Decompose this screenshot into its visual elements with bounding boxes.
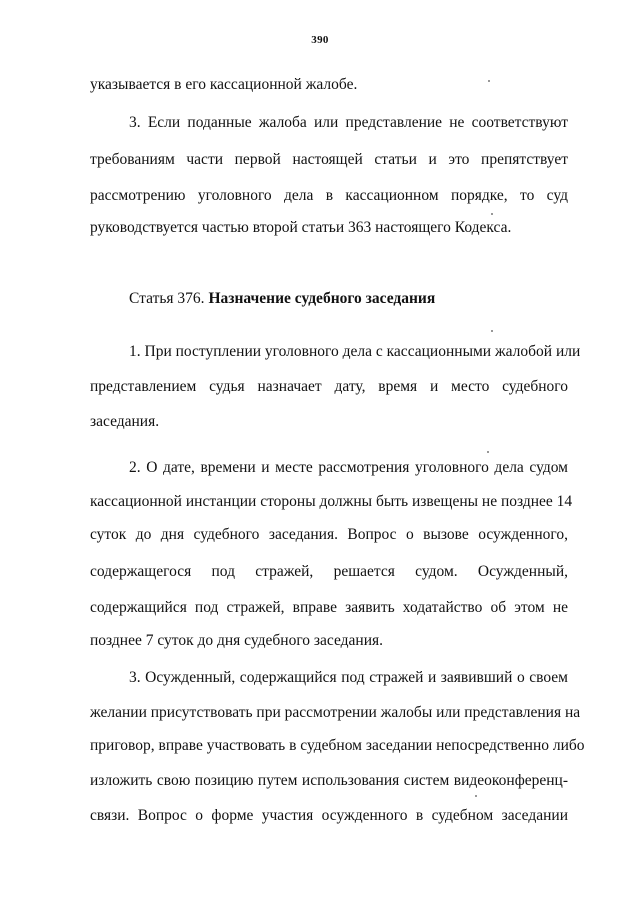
text-line: требованиям части первой настоящей статьи и это препятствует — [90, 151, 568, 168]
text-line: представлением судья назначает дату, время и место судебного — [90, 378, 568, 395]
text-line: руководствуется частью второй статьи 363 настоящего Кодекса. — [90, 219, 512, 236]
text-line: желании присутствовать при рассмотрении жалобы или представления на — [90, 704, 581, 721]
text-line: связи. Вопрос о форме участия осужденного в судебном заседании — [90, 807, 568, 824]
article-heading — [129, 289, 568, 309]
text-line: указывается в его кассационной жалобе. — [90, 76, 358, 93]
scan-speck — [488, 80, 490, 82]
text-line: приговор, вправе участвовать в судебном заседании непосредственно либо — [90, 737, 585, 754]
paragraph-3-line: 3. Если поданные жалоба или представление не соответствуют — [129, 114, 568, 131]
scan-speck — [491, 213, 493, 215]
text-line: заседания. — [90, 413, 160, 430]
text-line: изложить свою позицию путем использования систем видеоконференц- — [90, 772, 568, 789]
text-line: суток до дня судебного заседания. Вопрос о вызове осужденного, — [90, 526, 568, 543]
scan-speck — [475, 795, 477, 797]
text-line: позднее 7 суток до дня судебного заседания. — [90, 632, 384, 649]
paragraph-3b-line: 3. Осужденный, содержащийся под стражей и заявивший о своем — [129, 669, 568, 686]
text-line: содержащийся под стражей, вправе заявить ходатайство об этом не — [90, 599, 568, 616]
text-line: содержащегося под стражей, решается судом. Осужденный, — [90, 563, 568, 580]
text-line: рассмотрению уголовного дела в кассационном порядке, то суд — [90, 187, 568, 204]
paragraph-2-line: 2. О дате, времени и месте рассмотрения уголовного дела судом — [129, 459, 568, 476]
page-number: 390 — [311, 34, 329, 46]
article-number: Статья 376. — [129, 290, 209, 307]
text-line: кассационной инстанции стороны должны быть извещены не позднее 14 — [90, 493, 573, 510]
article-title: Назначение судебного заседания — [208, 290, 436, 307]
paragraph-1-line: 1. При поступлении уголовного дела с кассационными жалобой или — [129, 343, 581, 360]
scan-speck — [491, 330, 493, 332]
scan-speck — [487, 451, 489, 453]
